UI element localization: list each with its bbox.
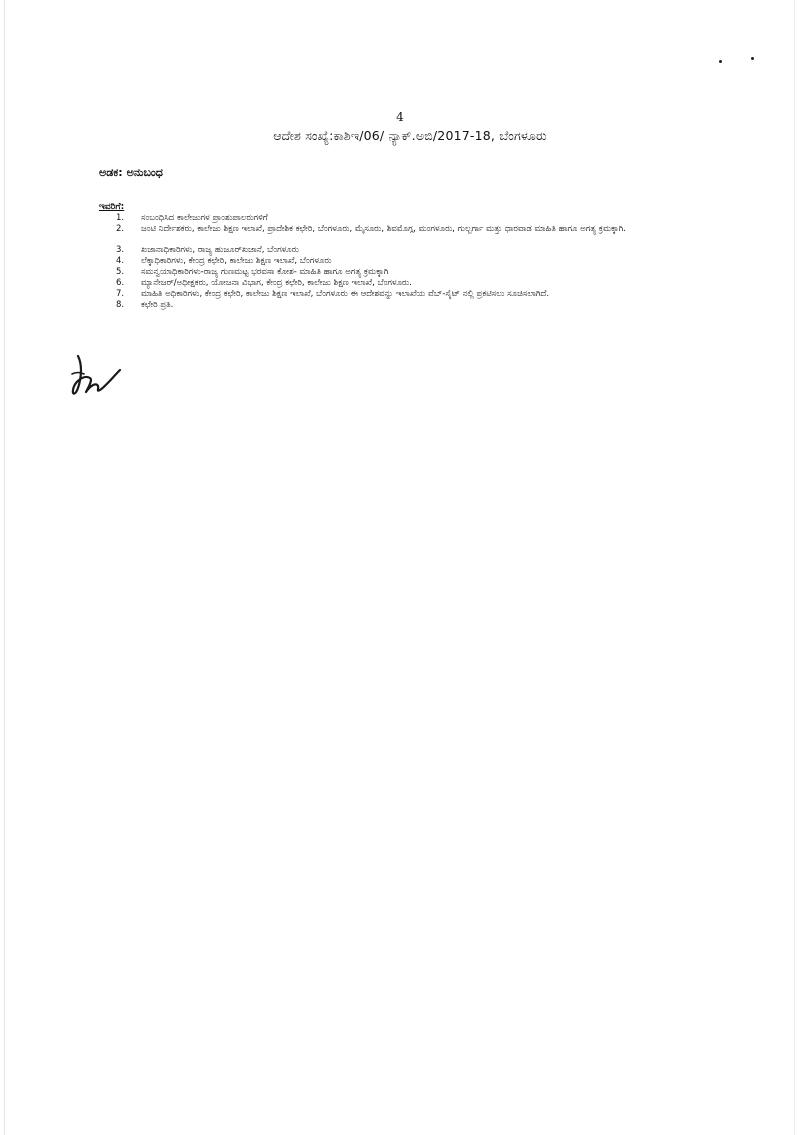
scan-edge-right (794, 0, 795, 1135)
list-item-number: 5. (116, 267, 125, 277)
list-item-number: 6. (116, 278, 125, 288)
list-item-text: ಮ್ಯಾನೇಜರ್/ಅಧೀಕ್ಷಕರು, ಯೋಜನಾ ವಿಭಾಗ, ಕೇಂದ್ರ ಕಛೇರಿ, ಕಾಲೇಜು ಶಿಕ್ಷಣ ಇಲಾಖೆ, ಬೆಂಗಳೂರು. (141, 278, 412, 288)
list-item-text: ಜಂಟಿ ನಿರ್ದೇಶಕರು, ಕಾಲೇಜು ಶಿಕ್ಷಣ ಇಲಾಖೆ, ಪ್ರಾದೇಶಿಕ ಕಛೇರಿ, ಬೆಂಗಳೂರು, ಮೈಸೂರು, ಶಿವಮೊಗ್ಗ, ಮಂಗಳೂರು, ಗುಲ್ಬರ್ಗಾ ಮತ್ತು ಧಾರವಾಡ ಮಾಹಿತಿ ಹಾಗೂ ಅಗತ್ಯ ಕ್ರಮಕ್ಕಾಗಿ. (141, 224, 627, 234)
list-item (0, 300, 800, 311)
copy-to-list (0, 213, 800, 311)
list-item (0, 267, 800, 278)
list-item (0, 245, 800, 256)
list-item-number: 7. (116, 289, 125, 299)
list-item (0, 278, 800, 289)
list-item-text: ಸಂಬಂಧಿಸಿದ ಕಾಲೇಜುಗಳ ಪ್ರಾಂಶುಪಾಲರುಗಳಿಗೆ (141, 213, 268, 223)
list-item-text: ಖಜಾನಾಧಿಕಾರಿಗಳು, ರಾಜ್ಯ ಹುಜೂರ್‌ಖಜಾನೆ, ಬೆಂಗಳೂರು (141, 245, 299, 255)
list-item-number: 1. (116, 213, 125, 223)
list-item (0, 224, 800, 245)
list-item-number: 4. (116, 256, 125, 266)
list-item (0, 289, 800, 300)
list-item-number: 3. (116, 245, 125, 255)
scan-edge-left (4, 0, 5, 1135)
order-reference: ಆದೇಶ ಸಂಖ್ಯೆ:ಕಾಶಿಇ/06/ ನ್ಯಾಕ್.ಅಬಿ/2017-18, ಬೆಂಗಳೂರು (273, 128, 547, 143)
enclosure-line (99, 166, 163, 180)
list-item-number: 2. (116, 224, 125, 234)
scan-speck (751, 57, 754, 60)
list-item (0, 213, 800, 224)
copy-to-heading: ಇವರಿಗೆ: (99, 202, 125, 212)
list-item (0, 256, 800, 267)
page-number: 4 (396, 110, 404, 124)
enclosure-value: ಅನುಬಂಧ (126, 166, 163, 179)
list-item-text: ಮಾಹಿತಿ ಅಧಿಕಾರಿಗಳು, ಕೇಂದ್ರ ಕಛೇರಿ, ಕಾಲೇಜು ಶಿಕ್ಷಣ ಇಲಾಖೆ, ಬೆಂಗಳೂರು ಈ ಆದೇಶವನ್ನು ಇಲಾಖೆಯ ವೆಬ್-ಸೈಟ್ ನಲ್ಲಿ ಪ್ರಕಟಿಸಲು ಸೂಚಿಸಲಾಗಿದೆ. (141, 289, 550, 299)
list-item-text: ಲೆಕ್ಕಾಧಿಕಾರಿಗಳು, ಕೇಂದ್ರ ಕಛೇರಿ, ಕಾಲೇಜು ಶಿಕ್ಷಣ ಇಲಾಖೆ, ಬೆಂಗಳೂರು (141, 256, 332, 266)
signature (66, 352, 126, 402)
list-item-number: 8. (116, 300, 125, 310)
list-item-text: ಕಛೇರಿ ಪ್ರತಿ. (141, 300, 174, 310)
list-item-text: ಸಮನ್ವಯಾಧಿಕಾರಿಗಳು-ರಾಜ್ಯ ಗುಣಮಟ್ಟ ಭರವಸಾ ಕೋಶ- ಮಾಹಿತಿ ಹಾಗೂ ಅಗತ್ಯ ಕ್ರಮಕ್ಕಾಗಿ (141, 267, 389, 277)
scan-speck (719, 60, 722, 63)
enclosure-label: ಅಡಕ: (99, 166, 123, 179)
